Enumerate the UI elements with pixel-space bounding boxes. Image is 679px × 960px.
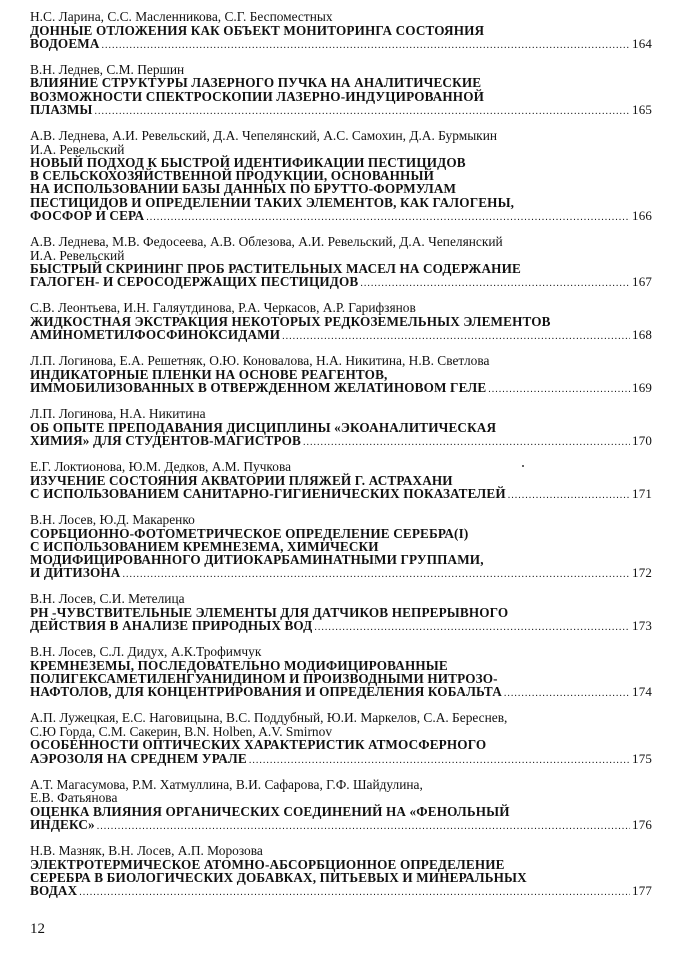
title-line-text: ЖИДКОСТНАЯ ЭКСТРАКЦИЯ НЕКОТОРЫХ РЕДКОЗЕМЕЛЬНЫХ ЭЛЕМЕНТОВ: [30, 313, 551, 329]
entry-authors-continued: Е.В. Фатьянова: [30, 790, 118, 806]
title-line-text: ДОННЫЕ ОТЛОЖЕНИЯ КАК ОБЪЕКТ МОНИТОРИНГА СОСТОЯНИЯ: [30, 22, 485, 38]
title-line-text: ГАЛОГЕН- И СЕРОСОДЕРЖАЩИХ ПЕСТИЦИДОВ: [30, 274, 359, 290]
entry-page-number: 175: [632, 750, 652, 766]
entry-title: [30, 24, 652, 52]
toc-entry: [30, 407, 652, 449]
entry-authors: Н.С. Ларина, С.С. Масленникова, С.Г. Беспоместных: [30, 9, 333, 24]
dot-leader: [146, 211, 630, 224]
toc-entry: [30, 645, 652, 700]
entry-page-number: 173: [632, 618, 652, 634]
entry-title: [30, 368, 652, 396]
title-line: [30, 421, 652, 434]
title-line-text: ПОЛИГЕКСАМЕТИЛЕНГУАНИДИНОМ И ПРОИЗВОДНЫМИ НИТРОЗО-: [30, 670, 498, 686]
title-line-text: В СЕЛЬСКОХОЗЯЙСТВЕННОЙ ПРОДУКЦИИ, ОСНОВАННЫЙ: [30, 168, 434, 184]
toc-entry: [30, 592, 652, 634]
title-line: [30, 487, 652, 502]
dot-leader: [303, 436, 630, 449]
entry-title: [30, 421, 652, 449]
toc-entry: [30, 354, 652, 396]
toc-entry: [30, 10, 652, 52]
title-line-text: ФОСФОР И СЕРА: [30, 207, 145, 223]
entry-title: [30, 858, 652, 900]
toc-entry: [30, 301, 652, 343]
entry-authors: В.Н. Лосев, С.И. Метелица: [30, 591, 185, 607]
title-line: [30, 103, 652, 118]
stray-mark: [522, 465, 524, 467]
title-line: [30, 738, 652, 751]
title-line-text: ЭЛЕКТРОТЕРМИЧЕСКОЕ АТОМНО-АБСОРБЦИОННОЕ ОПРЕДЕЛЕНИЕ: [30, 856, 505, 872]
title-line-text: ВЛИЯНИЕ СТРУКТУРЫ ЛАЗЕРНОГО ПУЧКА НА АНАЛИТИЧЕСКИЕ: [30, 75, 482, 91]
entry-authors: А.П. Лужецкая, Е.С. Наговицына, В.С. Поддубный, Ю.И. Маркелов, С.А. Береснев,: [30, 710, 508, 726]
title-line-text: ВОЗМОЖНОСТИ СПЕКТРОСКОПИИ ЛАЗЕРНО-ИНДУЦИРОВАННОЙ: [30, 88, 485, 104]
title-line: [30, 566, 652, 581]
title-line-text: КРЕМНЕЗЕМЫ, ПОСЛЕДОВАТЕЛЬНО МОДИФИЦИРОВАННЫЕ: [30, 657, 448, 673]
entry-title: [30, 76, 652, 118]
title-line-text: СЕРЕБРА В БИОЛОГИЧЕСКИХ ДОБАВКАХ, ПИТЬЕВЫХ И МИНЕРАЛЬНЫХ: [30, 869, 527, 885]
entry-title: [30, 156, 652, 224]
entry-title: [30, 262, 652, 290]
title-line: [30, 381, 652, 396]
page-number: 12: [30, 921, 45, 937]
entry-authors: В.Н. Леднев, С.М. Першин: [30, 61, 185, 77]
entry-page-number: 171: [632, 485, 652, 501]
dot-leader: [249, 754, 630, 767]
entry-authors-continued: И.А. Ревельский: [30, 247, 125, 263]
entry-authors-continued: И.А. Ревельский: [30, 141, 125, 157]
toc-entry: [30, 513, 652, 581]
title-line: [30, 884, 652, 899]
dot-leader: [102, 39, 631, 52]
entry-title: [30, 315, 652, 343]
entry-title: [30, 527, 652, 582]
toc-entry: [30, 63, 652, 118]
title-line-text: ВОДОЕМА: [30, 35, 100, 51]
title-line-text: АМИНОМЕТИЛФОСФИНОКСИДАМИ: [30, 327, 281, 343]
title-line-text: С ИСПОЛЬЗОВАНИЕМ САНИТАРНО-ГИГИЕНИЧЕСКИХ ПОКАЗАТЕЛЕЙ: [30, 485, 506, 501]
title-line: [30, 90, 652, 103]
entry-page-number: 177: [632, 883, 652, 899]
title-line-text: ИНДИКАТОРНЫЕ ПЛЕНКИ НА ОСНОВЕ РЕАГЕНТОВ,: [30, 366, 388, 382]
entry-page-number: 168: [632, 327, 652, 343]
entry-authors: А.В. Леднева, М.В. Федосеева, А.В. Облезова, А.И. Ревельский, Д.А. Чепелянский: [30, 234, 503, 250]
entry-title: [30, 474, 652, 502]
title-line: [30, 328, 652, 343]
toc-entry: [30, 235, 652, 290]
title-line: [30, 871, 652, 884]
entry-title: [30, 805, 652, 833]
entry-page-number: 164: [632, 35, 652, 51]
title-line-text: НОВЫЙ ПОДХОД К БЫСТРОЙ ИДЕНТИФИКАЦИИ ПЕСТИЦИДОВ: [30, 155, 466, 171]
entry-page-number: 166: [632, 207, 652, 223]
title-line-text: С ИСПОЛЬЗОВАНИЕМ КРЕМНЕЗЕМА, ХИМИЧЕСКИ: [30, 538, 379, 554]
title-line-text: БЫСТРЫЙ СКРИНИНГ ПРОБ РАСТИТЕЛЬНЫХ МАСЕЛ НА СОДЕРЖАНИЕ: [30, 261, 521, 277]
title-line-text: ДЕЙСТВИЯ В АНАЛИЗЕ ПРИРОДНЫХ ВОД: [30, 618, 313, 634]
title-line: [30, 275, 652, 290]
dot-leader: [95, 105, 631, 118]
entry-title: [30, 606, 652, 634]
dot-leader: [508, 489, 630, 502]
entry-authors: В.Н. Лосев, С.Л. Дидух, А.К.Трофимчук: [30, 644, 262, 660]
entry-title: [30, 738, 652, 766]
entry-title: [30, 659, 652, 701]
entry-authors: Н.В. Мазняк, В.Н. Лосев, А.П. Морозова: [30, 843, 263, 859]
title-line-text: ПЛАЗМЫ: [30, 101, 93, 117]
title-line: [30, 752, 652, 767]
title-line-text: ИНДЕКС»: [30, 817, 95, 832]
title-line-text: ХИМИЯ» ДЛЯ СТУДЕНТОВ-МАГИСТРОВ: [30, 432, 301, 448]
entry-authors: А.Т. Магасумова, Р.М. Хатмуллина, В.И. Сафарова, Г.Ф. Шайдулина,: [30, 776, 423, 792]
dot-leader: [79, 886, 630, 899]
title-line-text: АЭРОЗОЛЯ НА СРЕДНЕМ УРАЛЕ: [30, 750, 247, 766]
entry-page-number: 169: [632, 380, 652, 396]
title-line: [30, 209, 652, 224]
title-line-text: ИММОБИЛИЗОВАННЫХ В ОТВЕРЖДЕННОМ ЖЕЛАТИНОВОМ ГЕЛЕ: [30, 380, 487, 396]
toc-entry: [30, 844, 652, 899]
dot-leader: [504, 687, 630, 700]
dot-leader: [282, 330, 630, 343]
entry-page-number: 172: [632, 565, 652, 581]
entry-authors-continued: С.Ю Горда, С.М. Сакерин, B.N. Holben, A.V. Smirnov: [30, 723, 333, 739]
toc-entry: [30, 711, 652, 766]
title-line-text: СОРБЦИОННО-ФОТОМЕТРИЧЕСКОЕ ОПРЕДЕЛЕНИЕ СЕРЕБРА(I): [30, 525, 469, 541]
title-line: [30, 37, 652, 52]
dot-leader: [97, 820, 630, 833]
toc-entry: [30, 460, 652, 502]
title-line: [30, 196, 652, 209]
title-line-text: PH -ЧУВСТВИТЕЛЬНЫЕ ЭЛЕМЕНТЫ ДЛЯ ДАТЧИКОВ НЕПРЕРЫВНОГО: [30, 604, 509, 620]
toc-entry: [30, 129, 652, 224]
title-line-text: НА ИСПОЛЬЗОВАНИИ БАЗЫ ДАННЫХ ПО БРУТТО-ФОРМУЛАМ: [30, 181, 457, 197]
toc-entry: [30, 778, 652, 833]
title-line: [30, 685, 652, 700]
table-of-contents: [30, 10, 652, 910]
title-line: [30, 24, 652, 37]
title-line-text: ПЕСТИЦИДОВ И ОПРЕДЕЛЕНИИ ТАКИХ ЭЛЕМЕНТОВ, КАК ГАЛОГЕНЫ,: [30, 194, 515, 210]
entry-page-number: 170: [632, 432, 652, 448]
entry-authors: А.В. Леднева, А.И. Ревельский, Д.А. Чепелянский, А.С. Самохин, Д.А. Бурмыкин: [30, 128, 498, 144]
entry-authors: В.Н. Лосев, Ю.Д. Макаренко: [30, 512, 195, 528]
entry-page-number: 174: [632, 684, 652, 700]
entry-authors: С.В. Леонтьева, И.Н. Галяутдинова, Р.А. Черкасов, А.Р. Гарифзянов: [30, 300, 416, 316]
title-line: [30, 818, 652, 833]
title-line-text: ОЦЕНКА ВЛИЯНИЯ ОРГАНИЧЕСКИХ СОЕДИНЕНИЙ НА «ФЕНОЛЬНЫЙ: [30, 803, 510, 819]
title-line-text: ВОДАХ: [30, 883, 78, 899]
dot-leader: [314, 621, 630, 634]
dot-leader: [488, 383, 630, 396]
entry-authors: Л.П. Логинова, Н.А. Никитина: [30, 406, 206, 422]
entry-page-number: 167: [632, 274, 652, 290]
dot-leader: [122, 568, 630, 581]
dot-leader: [360, 277, 630, 290]
title-line: [30, 553, 652, 566]
title-line-text: ОБ ОПЫТЕ ПРЕПОДАВАНИЯ ДИСЦИПЛИНЫ «ЭКОАНАЛИТИЧЕСКАЯ: [30, 419, 497, 435]
entry-page-number: 165: [632, 101, 652, 117]
title-line: [30, 619, 652, 634]
title-line: [30, 805, 652, 818]
title-line-text: МОДИФИЦИРОВАННОГО ДИТИОКАРБАМИНАТНЫМИ ГРУППАМИ,: [30, 551, 484, 567]
entry-authors: Е.Г. Локтионова, Ю.М. Дедков, А.М. Пучкова: [30, 459, 292, 475]
title-line-text: НАФТОЛОВ, ДЛЯ КОНЦЕНТРИРОВАНИЯ И ОПРЕДЕЛЕНИЯ КОБАЛЬТА: [30, 684, 502, 700]
title-line: [30, 434, 652, 449]
entry-page-number: 176: [632, 817, 652, 832]
entry-authors: Л.П. Логинова, Е.А. Решетняк, О.Ю. Коновалова, Н.А. Никитина, Н.В. Светлова: [30, 353, 490, 369]
title-line-text: ИЗУЧЕНИЕ СОСТОЯНИЯ АКВАТОРИИ ПЛЯЖЕЙ Г. АСТРАХАНИ: [30, 472, 453, 488]
title-line: [30, 474, 652, 487]
title-line-text: ОСОБЕННОСТИ ОПТИЧЕСКИХ ХАРАКТЕРИСТИК АТМОСФЕРНОГО: [30, 737, 487, 753]
title-line-text: И ДИТИЗОНА: [30, 565, 121, 581]
